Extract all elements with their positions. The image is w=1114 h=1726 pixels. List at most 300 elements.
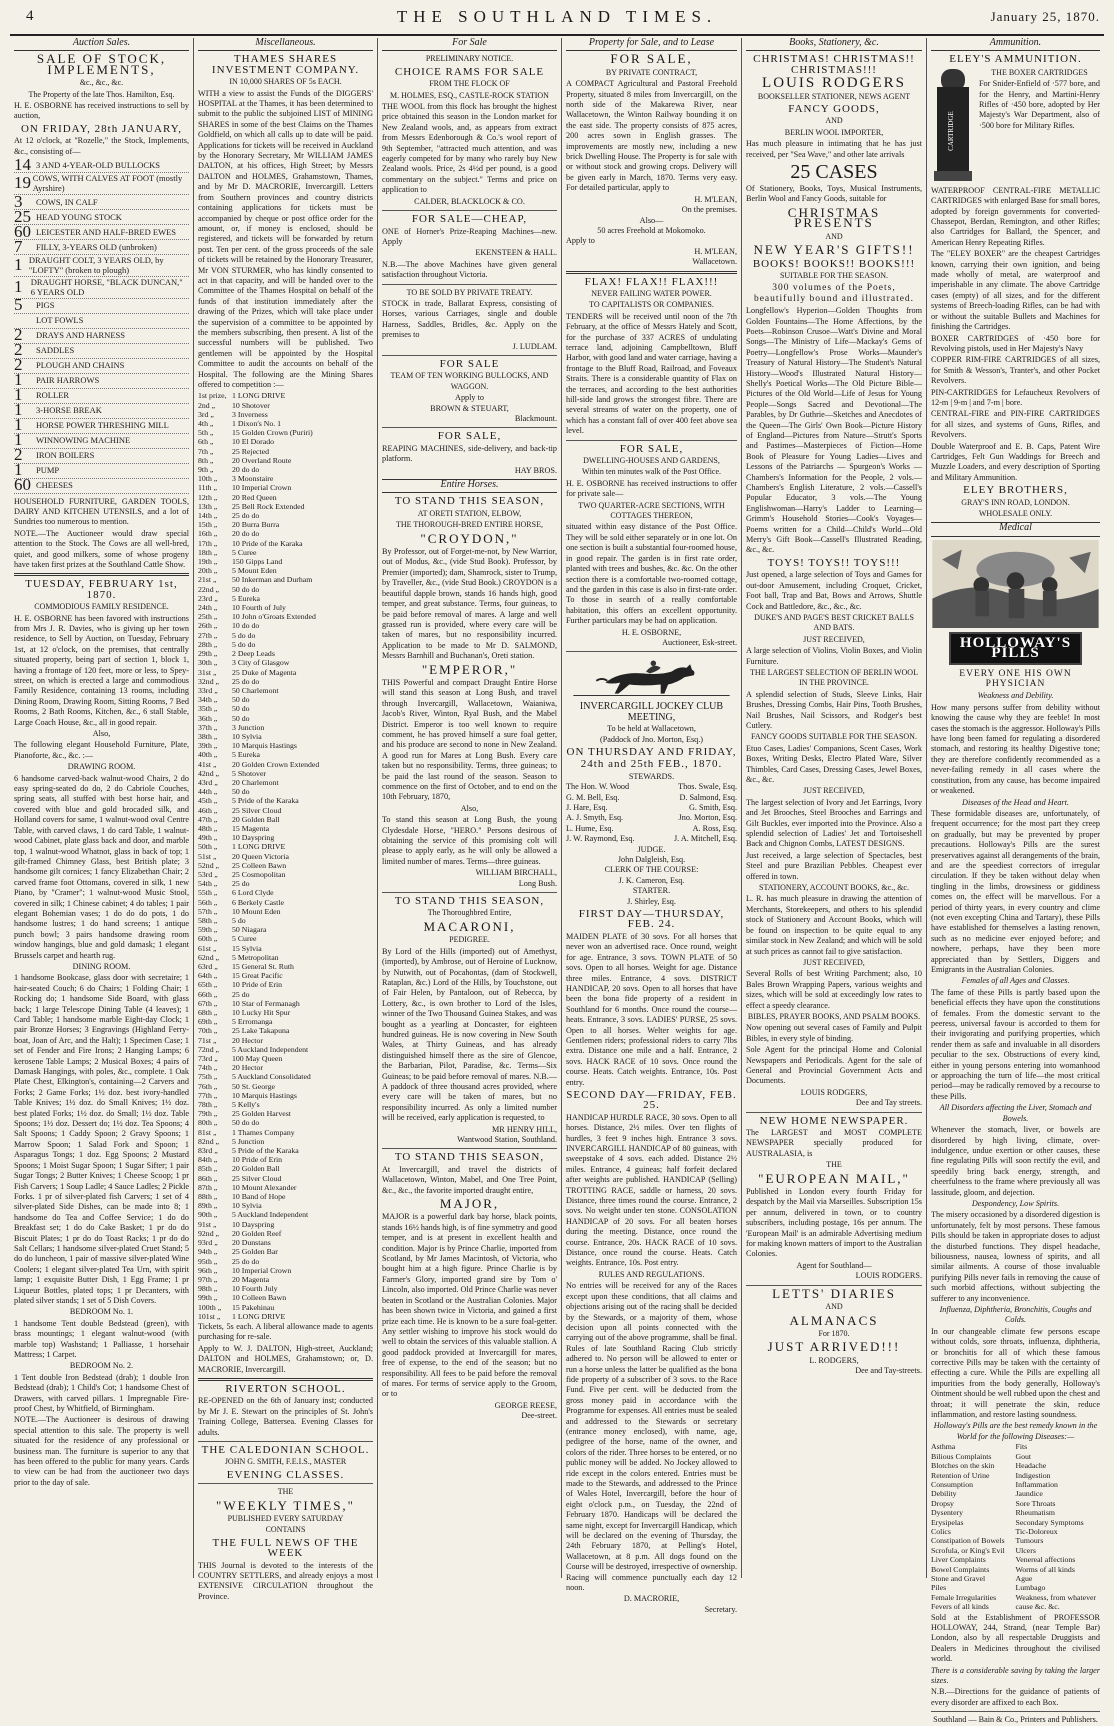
prize-row <box>198 1201 373 1210</box>
and-label-2: AND <box>825 231 843 241</box>
european-mail: "EUROPEAN MAIL," <box>758 1170 910 1186</box>
prize-shares: 10 do do <box>232 621 260 631</box>
prize-rank: 39th „ <box>198 741 218 751</box>
prize-shares: 5 Kelly's <box>232 1100 260 1110</box>
prize-rank: 40th „ <box>198 750 218 760</box>
females-body: The fame of these Pills is partly based upon the beneficial effects they have upon the constitutions of females. From the domestic servant to the peeress, universal favour is accorded to them for their invigorating and purifying properties, which render them as safe and invaluable in all disorders peculiar to the sex. Obstructions of every kind, either in young persons entering into womanhood or approaching the turn of life—the most critical period—may be radically removed by a recourse to these Pills. <box>931 987 1100 1101</box>
team-body: TEAM OF TEN WORKING BULLOCKS, AND WAGGON. <box>390 371 549 391</box>
central-fire: WATERPROOF CENTRAL-FIRE METALLIC CARTRIDGES with enlarged Base for small bores, adopted by foreign governments for converted-Chassepot, Berdan, Remington, and other Rifles; also Cartridges for Ballard, the Spencer, and American Henry Repeating Rifles. <box>931 185 1100 247</box>
prize-rank: 64th „ <box>198 971 218 981</box>
rules-heading: RULES AND REGULATIONS. <box>598 1269 705 1279</box>
emperor-also: Also, <box>460 803 479 813</box>
prize-row <box>198 907 373 916</box>
liver-body: Whenever the stomach, liver, or bowels are disordered by high living, climate, over-indulgence, undue exertion or other causes, these fine regulating Pills will soon rectify the evil, and speedily bring back energy, strength, and cheerfulness to the frame where previously all was lassitude, gloom, and dejection. <box>931 1125 1100 1197</box>
prize-row <box>198 483 373 492</box>
auctioneer-note-2: NOTE.—The Auctioneer is desirous of drawing special attention to this sale. The property is well situated for the residence of any professional or business man. The furniture is superior to any that has been offered to the public for many years. Cards to view can be had from the auctioneer two days prior to the day of sale. <box>14 1415 189 1487</box>
prize-row <box>198 447 373 456</box>
prize-shares: 10 Marquis Hastings <box>232 1090 297 1100</box>
auctioneer-note: NOTE.—The Auctioneer would draw special attention to the Stock. The Cows are all well-bred, quiet, and good milkers, some of whose progeny have taken first prizes at the Southland Cattle Show. <box>14 528 189 569</box>
property-of: The Property of the late Thos. Hamilton, Esq. <box>28 89 175 99</box>
prize-shares: 50 do <box>232 713 250 723</box>
newspaper-the: THE <box>826 1160 842 1170</box>
column-books <box>741 38 926 1578</box>
lot-quantity: 1 <box>14 370 23 390</box>
rams-title: CHOICE RAMS FOR SALE <box>394 65 545 78</box>
prize-shares: 5 Metropolitan <box>232 952 279 962</box>
prize-rank: 44th „ <box>198 787 218 797</box>
prize-shares: 10 Band of Hope <box>232 1192 286 1202</box>
prize-shares: 10 Pride of Erin <box>232 1155 283 1165</box>
prize-rank: 34th „ <box>198 695 218 705</box>
croydon-place: AT ORETI STATION, ELBOW, <box>417 508 522 518</box>
cheap-agent: EKENSTEEN & HALL. <box>475 248 557 258</box>
prize-row <box>198 594 373 603</box>
prize-shares: 5 Eureka <box>232 750 260 760</box>
prize-rank: 75th „ <box>198 1072 218 1082</box>
column-heading: Auction Sales. <box>14 38 189 51</box>
caledonian-title: THE CALEDONIAN SCHOOL. <box>201 1443 370 1456</box>
prize-shares: 20 Golden Reef <box>232 1228 282 1238</box>
macaroni-place: Wantwood Station, Southland. <box>457 1135 557 1144</box>
hero-agent: WILLIAM BIRCHALL, <box>475 868 557 878</box>
column-for-sale <box>377 38 561 1578</box>
letts-and: AND <box>825 1302 843 1312</box>
prize-row <box>198 1054 373 1063</box>
prize-row <box>198 695 373 704</box>
steward-name: The Hon. W. Wood <box>566 782 630 792</box>
head-heart-body: These formidable diseases are, unfortunately, of frequent occurrence; for the most part they creep on gradually, but may be prevented by proper precautions. Holloway's Pills are the surest preservatives against all derangements of the brain, and are the speediest correctors of irregular circulation. If they be taken without delay when tingling in the limbs, drowsiness or giddiness comes on, the effect will be marvellous. For a period of thirty years, in every country and clime (not even excepting China and Tartary), these Pills have established for themselves a lasting renown, such as no medicine ever enjoyed before; and nowhere, perhaps, have they been more appreciated than by Settlers, Diggers and Emigrants in the Australian Colonies. <box>931 808 1100 974</box>
steward-name: J. W. Raymond, Esq. <box>566 834 635 844</box>
prize-rank: 68th „ <box>198 1008 218 1018</box>
prize-shares: 5 Auckland Consolidated <box>232 1072 311 1082</box>
prize-shares: 10 Colleen Bawn <box>232 1293 287 1303</box>
prize-shares: 1 LONG DRIVE <box>232 391 286 401</box>
team-title: FOR SALE <box>439 357 500 370</box>
prize-rank: 28th „ <box>198 639 218 649</box>
jockey-club-dates-2: 24th and 25th FEB., 1870. <box>580 758 723 771</box>
prize-shares: 5 Mount Eden <box>232 566 277 576</box>
prize-rank: 29th „ <box>198 649 218 659</box>
despondency-heading: Despondency, Low Spirits. <box>971 1198 1060 1208</box>
jockey-club-dates: ON THURSDAY AND FRIDAY, <box>566 745 737 758</box>
sold-at: Sold at the Establishment of PROFESSOR HOLLOWAY, 244, Strand, (near Temple Bar) London, also by all respectable Druggists and Dealers in Medicines throughout the civilised world. <box>931 1612 1100 1664</box>
prize-rank: 35th „ <box>198 704 218 714</box>
prize-rank: 61st „ <box>198 943 217 953</box>
prize-shares: 25 Rejected <box>232 446 270 456</box>
prize-shares: 10 John o'Groats Extended <box>232 612 316 622</box>
lot-row <box>14 460 189 480</box>
weekly-title: "WEEKLY TIMES," <box>216 1497 355 1513</box>
steward-row <box>566 834 737 844</box>
lot-description: PLOUGH AND CHAINS <box>36 360 125 371</box>
prize-rank: 48th „ <box>198 823 218 833</box>
prize-rank: 9th „ <box>198 465 214 475</box>
dwelling-place: Auctioneer, Esk-street. <box>662 637 737 647</box>
prize-row <box>198 677 373 686</box>
prize-shares: 25 Cosmopolitan <box>232 869 286 879</box>
steward-name: Thos. Swale, Esq. <box>678 782 737 792</box>
prize-rank: 4th „ <box>198 419 214 429</box>
prize-shares: 5 Curee <box>232 547 257 557</box>
lot-row <box>14 277 189 299</box>
rodgers-signature-2: L. RODGERS, <box>809 1355 859 1365</box>
prize-row <box>198 1183 373 1192</box>
diseases-table <box>931 1442 1100 1611</box>
eley-boxer: The "ELEY BOXER" are the cheapest Cartridges known, carrying their own ignition, and being made wholly of metal, are waterproof and imperishable in any climate. The above Cartridge cases (empty) of all sizes, and for the different systems of Breech-loading Rifles, can be had with or without the suitable Bullets and Machines for finishing the Cartridges. <box>931 249 1100 332</box>
prize-rank: 6th „ <box>198 437 214 447</box>
lot-row <box>14 370 189 390</box>
weekly-news: THE FULL NEWS OF THE WEEK <box>212 1536 359 1560</box>
prize-row <box>198 806 373 815</box>
prize-row <box>198 953 373 962</box>
prize-row <box>198 502 373 511</box>
caledonian-classes: EVENING CLASSES. <box>226 1468 345 1481</box>
central-pin-fire: CENTRAL-FIRE and PIN-FIRE CARTRIDGES for all sizes, and systems of Guns, Rifles, and Revolvers. <box>931 409 1100 440</box>
prize-rank: 8th „ <box>198 455 214 465</box>
prize-rank: 82nd „ <box>198 1136 220 1146</box>
lot-row <box>14 445 189 465</box>
prize-shares: 20 Overland Route <box>232 455 292 465</box>
prize-rank: 24th „ <box>198 603 218 613</box>
private-title: TO BE SOLD BY PRIVATE TREATY. <box>406 287 533 297</box>
starter-name: J. Shirley, Esq. <box>627 896 676 906</box>
column-auction-sales <box>10 38 193 1578</box>
lot-list <box>14 154 189 495</box>
prize-shares: 15 Pakehinau <box>232 1302 275 1312</box>
prize-shares: 5 Auckland Independent <box>232 1210 309 1220</box>
racehorse-engraving <box>566 655 737 701</box>
dwelling-sections: TWO QUARTER-ACRE SECTIONS, WITH COTTAGES THEREON, <box>578 500 725 521</box>
diseases-left <box>931 1442 1016 1611</box>
prize-row <box>198 852 373 861</box>
emperor-name: "EMPEROR," <box>421 661 518 677</box>
steward-row <box>566 793 737 803</box>
prize-shares: 25 Lake Takapuna <box>232 1026 290 1036</box>
prize-rank: 92nd „ <box>198 1228 220 1238</box>
weakness-body: How many persons suffer from debility without knowing the cause why they are feeble! In most cases the stomach is the aggressor. Holloway's Pills have long been famed for regulating a disordered stomach, and restoring its healthy Digestive tone; they are therefore confidently recommended as a never-failing remedy in all cases where the constitution, from any cause, has become impaired or weakened. <box>931 702 1100 796</box>
major-intro: At Invercargill, and travel the districts of Wallacetown, Winton, Mabel, and One Tree Point, &c., &c., the favorite imported draught entire, <box>382 1164 557 1195</box>
prize-rank: 1st prize, <box>198 391 227 401</box>
croydon-title: TO STAND THIS SEASON, <box>394 495 545 508</box>
prize-shares: 25 do <box>232 989 250 999</box>
lot-description: LEICESTER AND HALF-BRED EWES <box>36 226 177 237</box>
despondency-body: The misery occasioned by a disordered digestion is unfortunately, felt by most persons. These famous Pills should be taken in appropriate doses to adjust the disturbed functions. They dispel headache, biliousness, nausea, lowness of spirits, and all similar ailments. A course of those invaluable purifying Pills never fails in removing the cause of such morbid affections, without subjecting the sufferer to any inconvenience. <box>931 1210 1100 1303</box>
judge-name: John Dalgleish, Esq. <box>617 855 686 865</box>
prize-row <box>198 1063 373 1072</box>
clerk-label: CLERK OF THE COURSE: <box>604 865 699 875</box>
property-also-body: 50 acres Freehold at Mokomoko. <box>597 225 706 235</box>
prize-shares: 50 do do <box>232 1118 260 1128</box>
prize-rank: 81st „ <box>198 1127 217 1137</box>
prize-row <box>198 548 373 557</box>
steward-name: A. J. Smyth, Esq. <box>566 813 624 823</box>
newspaper-agent: Agent for Southland— <box>796 1260 872 1270</box>
prize-row <box>198 750 373 759</box>
prize-rank: 36th „ <box>198 713 218 723</box>
prize-row <box>198 401 373 410</box>
prize-row <box>198 585 373 594</box>
pin-cartridges: PIN-CARTRIDGES for Lefaucheux Revolvers of 12-m | 9-m | and 7-m | bore. <box>931 387 1100 407</box>
disease-item: Fevers of all kinds <box>931 1602 989 1612</box>
prize-shares: 25 Duke of Magenta <box>232 667 297 677</box>
prize-row <box>198 612 373 621</box>
divider <box>566 271 737 274</box>
lot-row <box>14 154 189 174</box>
lot-description: IRON BOILERS <box>36 450 95 461</box>
prize-rank: 80th „ <box>198 1118 218 1128</box>
lot-description: ROLLER <box>36 390 70 401</box>
disease-item: Sore Throats <box>1015 1498 1056 1508</box>
prize-rank: 16th „ <box>198 529 218 539</box>
disease-item: Consumption <box>931 1479 974 1489</box>
disease-item: Constipation of Bowels <box>931 1536 1005 1546</box>
lot-description: PAIR HARROWS <box>36 375 100 386</box>
prize-shares: 3 City of Glasgow <box>232 658 290 668</box>
prize-shares: 20 Queen Victoria <box>232 851 289 861</box>
prize-row <box>198 778 373 787</box>
lot-quantity: 1 <box>14 430 23 450</box>
prize-shares: 1 Thames Company <box>232 1127 295 1137</box>
emperor-body: THIS Powerful and compact Draught Entire Horse will stand this season at Long Bush, and travel through Invercargill, Wallacetown, Waianiwa, Jacob's River, Winton, Ryal Bush, and the Mabel District. Emperor is too well known to require comment, he has proved himself a sure foal getter, and his produce are second to none in New Zealand. A good run for Mares at Long Bush. Every care taken but no responsibility. Terms, three guineas; to be paid the last round of the season. Season to commence on the first of October, and to end on the 10th February, 1870, <box>382 677 557 802</box>
prize-shares: 1 LONG DRIVE <box>232 1311 286 1321</box>
medical-heading: Medical <box>931 522 1100 536</box>
sale-subtitle: &c., &c., &c. <box>79 78 124 88</box>
prize-rank: 62nd „ <box>198 952 220 962</box>
prize-shares: 25 do do <box>232 676 260 686</box>
prize-rank: 51st „ <box>198 851 217 861</box>
prize-row <box>198 888 373 897</box>
divider <box>198 1483 373 1484</box>
prize-shares: 25 Golden Harvest <box>232 1109 291 1119</box>
prize-row <box>198 1100 373 1109</box>
steward-name: A. Ross, Esq. <box>692 823 737 833</box>
lot-description: CHEESES <box>36 480 73 491</box>
prize-shares: 50 St. George <box>232 1081 275 1091</box>
prize-row <box>198 1293 373 1302</box>
drawing-room-items: 6 handsome carved-back walnut-wood Chairs, 2 do easy spring-seated do do, 2 do Cabriole Couches, spring seats, all stuffed with best horse hair, and covered with blue and gold brocaded silk, and Holland covers for same, 1 walnut-wood oval Centre Table, with carved claws, 1 do card Table, 1 walnut-wood Cabinet, plate glass back and door, and marble top, 1 walnut-wood Whatnot, glass in back of top; 1 gilt-framed Chimney Glass, best British plate; 3 handsome gilt cornices; 1 fancy Elizabethan Chair; 2 carved frame foot Ottomans, covered in silk, 1 new Piano, by "Cramer"; 1 walnut-wood Music Stool, covered in silk; 1 Chinese cabinet; 4 do tables; 1 pair elegant Bohemian vases; 1 do do do pots, 1 do handsome lustres; 1 do hand screens; 1 antique punch bowl; 3 pairs handsome drawing room window hangings, blue and gold damask; 1 elegant Brussels carpet and hearth rug. <box>14 773 189 960</box>
directions-note: N.B.—Directions for the guidance of patients of every disorder are affixed to each Box. <box>931 1687 1100 1707</box>
prize-rank: 97th „ <box>198 1274 218 1284</box>
prize-rank: 43rd „ <box>198 777 218 787</box>
apply-note: Apply to W. J. DALTON, High-street, Auckland; DALTON and HOLMES, Grahamstown; or, D. MACRORIE, Invercargill. <box>198 1343 373 1374</box>
prize-shares: 10 Imperial Crown <box>232 1265 292 1275</box>
prize-row <box>198 796 373 805</box>
lot-description: 3-HORSE BREAK <box>36 405 102 416</box>
lot-quantity: 1 <box>14 385 23 405</box>
prize-shares: 5 Auckland Independent <box>232 1044 309 1054</box>
prize-rank: 57th „ <box>198 906 218 916</box>
prize-rank: 10th „ <box>198 474 218 484</box>
weakness-heading: Weakness and Debility. <box>977 691 1054 701</box>
prize-shares: 15 General St. Ruth <box>232 962 294 971</box>
rodgers-intro: Has much pleasure in intimating that he has just received, per "Sea Wave," and other late arrivals <box>746 139 922 159</box>
weekly-sub: PUBLISHED EVERY SATURDAY <box>227 1514 344 1524</box>
prize-row <box>198 1174 373 1183</box>
tenders-body: TENDERS will be received until noon of the 7th February, at the office of Messrs Hately and Scott, for the purchase of 337 ACRES of undulating terrace land, adjoining Campbelltown, Bluff Harbor, with good land and water carriage, having a frontage to the Bluff Road, Railroad, and Foveaux Straits. There is a considerable quantity of Flax on the terraces, and according to the best authorities hill-side land grows the strongest fibre. There are several streams of water on the property, one of which has a constant fall of over 400 feet above sea level. <box>566 311 737 436</box>
day1-body: MAIDEN PLATE of 30 sovs. For all horses that never won an advertised race. Once round, weight for age. Entrance, 3 sovs. TOWN PLATE of 50 sovs. Open to all horses. Weight for age. Distance three miles. Entrance, 4 sovs. DISTRICT HANDICAP, 20 sovs. Open to all horses that have been the bona fide property of a resident in Southland for 6 months. Once round the course—heats. Entrance, 3 sovs. LADIES' PURSE, 25 sovs. Open to all horses. Welter weights for age. Gentlemen riders; professional riders to carry 7lbs extra. Distance one mile and a half. Entrance, 2 sovs. HACK RACE of 10 sovs. Once round the course. Heats. Catch weights. Entrance, 10s. Post entry. <box>566 931 737 1087</box>
lot-row <box>14 400 189 420</box>
divider <box>566 651 737 652</box>
studs: A splendid selection of Studs, Sleeve Links, Hair Brushes, Dressing Combs, Hair Pins, Tooth Brushes, Nail Brushes, Nail Scissors, and Rodger's best Cutlery. <box>746 689 922 730</box>
prize-rank: 53rd „ <box>198 869 218 879</box>
remedy-heading: Holloway's Pills are the best remedy known in the World for the following Diseases:— <box>933 1421 1098 1441</box>
prize-rank: 31st „ <box>198 667 217 677</box>
prize-shares: 20 Charlemont <box>232 777 279 787</box>
croydon-name: "CROYDON," <box>420 530 519 546</box>
prize-row <box>198 760 373 769</box>
prize-rank: 73rd „ <box>198 1054 218 1064</box>
prize-row <box>198 962 373 971</box>
divider <box>382 1148 557 1149</box>
team-apply: Apply to <box>455 393 484 403</box>
major-title: TO STAND THIS SEASON, <box>394 1151 545 1164</box>
prize-rank: 38th „ <box>198 731 218 741</box>
prize-rank: 25th „ <box>198 612 218 622</box>
prize-shares: 50 Niagara <box>232 925 267 935</box>
caledonian-master: JOHN G. SMITH, F.E.I.S., MASTER <box>224 1457 347 1467</box>
prize-row <box>198 1146 373 1155</box>
prize-row <box>198 566 373 575</box>
steward-name: J. Hare, Esq. <box>566 803 608 812</box>
prize-rank: 37th „ <box>198 722 218 732</box>
prize-row <box>198 1017 373 1026</box>
lot-description: DRAYS AND HARNESS <box>36 330 125 341</box>
prize-rank: 94th „ <box>198 1247 218 1257</box>
disease-item: Worms of all kinds <box>1015 1564 1075 1574</box>
prize-rank: 11th „ <box>198 483 217 493</box>
and-label: AND <box>825 116 843 126</box>
dwelling-sub: DWELLING-HOUSES AND GARDENS, <box>583 456 720 466</box>
prize-rank: 46th „ <box>198 805 218 815</box>
prize-row <box>198 870 373 879</box>
prize-row <box>198 714 373 723</box>
prize-row <box>198 668 373 677</box>
day1-heading: FIRST DAY—THURSDAY, FEB. 24. <box>578 908 725 931</box>
prize-shares: 10 El Dorado <box>232 437 275 447</box>
prize-rank: 71st „ <box>198 1035 217 1045</box>
prize-row <box>198 1257 373 1266</box>
lot-quantity: 2 <box>14 340 23 360</box>
prize-row <box>198 980 373 989</box>
prize-rank: 49th „ <box>198 833 218 843</box>
cheap-nb: N.B.—The above Machines have given general satisfaction throughout Victoria. <box>382 259 557 280</box>
rodgers-role: BOOKSELLER STATIONER, NEWS AGENT <box>757 91 911 101</box>
berlin-wool: BERLIN WOOL IMPORTER, <box>784 127 884 137</box>
sale2-body: H. E. OSBORNE has been favored with instructions from Mrs J. R. Davies, who is giving up her town residence, to Sell by Auction, on Tuesday, February 1st, at 12 o'clock, on the premises, that centrally situated property, being part of section 1, block 1, having a frontage of 120 feet, more or less, to Spey-street, on which is erected a large and commodious Family Residence, containing 13 rooms, including Dining Room, Drawing Room, Sitting Rooms, 7 Bed Rooms, 2 Bath Rooms, Kitchen, &c., 6 stall Stable, Large Coach House, &c., all in good repair. <box>14 613 189 727</box>
prize-row <box>198 824 373 833</box>
lot-row <box>14 295 189 315</box>
for-1870: For 1870. <box>818 1328 850 1338</box>
disease-item: Indigestion <box>1015 1470 1051 1480</box>
prize-rank: 19th „ <box>198 557 218 567</box>
cartridge-label: CARTRIDGE <box>947 110 955 151</box>
prize-row <box>198 861 373 870</box>
prize-rank: 56th „ <box>198 897 218 907</box>
head-heart-heading: Diseases of the Head and Heart. <box>962 797 1069 807</box>
lot-quantity: 1 <box>14 460 23 480</box>
european-mail-body: Published in London every fourth Friday for despatch by the Mail via Marseilles. Subscription 15s per annum, delivered in town, or to country subscribers, including postage, 16s per annum. The 'European Mail' is an admirable Advertising medium for making known matters of import to the Australian Colonies. <box>746 1187 922 1259</box>
disease-item: Ague <box>1015 1573 1033 1583</box>
divider <box>198 1378 373 1381</box>
lot-row <box>14 191 189 211</box>
lot-row <box>14 325 189 345</box>
prize-rank: 41st „ <box>198 759 217 769</box>
boxer-cartridges-caption: THE BOXER CARTRIDGES <box>991 67 1088 77</box>
prize-row <box>198 1109 373 1118</box>
prize-shares: 50 do <box>232 695 250 705</box>
prize-rank: 42nd „ <box>198 768 220 778</box>
prize-shares: 1 Dixon's No. 1 <box>232 419 282 429</box>
parchment-body: Several Rolls of best Writing Parchment; also, 10 Bales Brown Wrapping Papers, various weights and sizes, which will be sold at exceedingly low rates to effect a speedy clearance. <box>746 969 922 1010</box>
prize-row <box>198 493 373 502</box>
prize-shares: 15 Great Pacific <box>232 971 283 981</box>
divider <box>382 355 557 356</box>
prize-row <box>198 686 373 695</box>
divider <box>382 284 557 285</box>
prize-shares: 20 Dunstans <box>232 1238 271 1248</box>
prize-row <box>198 520 373 529</box>
lot-quantity: 1 <box>14 276 23 296</box>
prize-rank: 32nd „ <box>198 676 220 686</box>
prize-shares: 10 Sylvia <box>232 731 262 741</box>
sale-place: At 12 o'clock, at "Rozelle," the Stock, Implements, &c., consisting of— <box>14 136 189 156</box>
prize-row <box>198 944 373 953</box>
prize-rank: 98th „ <box>198 1284 218 1294</box>
prize-row <box>198 474 373 483</box>
prize-row <box>198 769 373 778</box>
prize-row <box>198 649 373 658</box>
prize-rank: 50th „ <box>198 842 218 852</box>
property-place-2: Wallacetown. <box>692 257 737 267</box>
reaping-body: REAPING MACHINES, side-delivery, and back-tip platform. <box>382 443 557 464</box>
prize-rank: 12th „ <box>198 492 218 502</box>
bibles-body: Now opening out several cases of Family and Pulpit Bibles, in every style of binding. <box>746 1023 922 1043</box>
disease-item: Weakness, from whatever cause &c. &c. <box>1015 1592 1097 1612</box>
prize-shares: 5 Pride of the Karaka <box>232 1146 299 1156</box>
disease-item: Headache <box>1015 1461 1047 1471</box>
lot-row <box>14 206 189 226</box>
weekly-body: THIS Journal is devoted to the interests of the COUNTRY SETTLERS, and already enjoys a most EXTENSIVE CIRCULATION throughout the Province. <box>198 1560 373 1601</box>
macaroni-body: By Lord of the Hills (imported) out of Amethyst, (imported), by Ambrose, out of Heroine of Lucknow, by Nutwith, out of Pocahontas, (dam of Stockwell, Rataplan, &c.) Lord of the Hills, by Touchstone, out of Fair Helen, by Pantaloon, out of Rebecca, by Lottery, &c., is own brother to Lord of the Isles, winner of the Two Thousand Guinea Stakes, and was bought as a yearling at Doncaster, for eighteen hundred guineas. He is now covering in New South Wales, at Thirty Guineas, and has already distinguished himself there as the sire of Glencoe, the Barbarian, Pilot, Paradise, &c. Terms—Six Guineas; to be paid before removal of mares. N.B.—A paddock of three thousand acres provided, where every care will be taken of mares, but no responsibility incurred. As only a limited number will be received, early application is requested, to <box>382 946 557 1123</box>
disease-item: Ulcers <box>1015 1545 1036 1555</box>
prize-row <box>198 391 373 400</box>
disease-item: Tic-Doloreux <box>1015 1526 1058 1536</box>
diseases-right <box>1016 1442 1101 1611</box>
prize-row <box>198 640 373 649</box>
prize-row <box>198 410 373 419</box>
lot-description: COWS, IN CALF <box>36 196 98 207</box>
prize-row <box>198 971 373 980</box>
prize-rank: 72nd „ <box>198 1044 220 1054</box>
prize-shares: 10 Imperial Crown <box>232 483 292 493</box>
major-name: MAJOR, <box>439 1196 500 1212</box>
ivory-body: The largest selection of Ivory and Jet Earrings, Ivory and Jet Brooches, Steel Brooches and Earrings and Gilt Buckles, ever imported into the Province. Also a splendid selection of Ladies' Jet and Tortoiseshell Back and Chignon Combs, LATEST DESIGNS. <box>746 797 922 849</box>
prize-row <box>198 658 373 667</box>
influenza-body: In our changeable climate few persons escape without colds, sore throats, influenza, diphtheria, or bronchitis for all of which these famous corrective Pills may be taken with the certainty of effecting a cure. While the Pills are expelling all impurities from the body generally, Holloway's Ointment should be well rubbed upon the chest and throat; it will penetrate the skin, reduce inflammation, and restore lasting soundness. <box>931 1326 1100 1420</box>
team-place: Blackmount. <box>514 414 557 423</box>
prize-shares: 15 Sylvia <box>232 943 262 953</box>
bedroom2-items: 1 Tent double Iron Bedstead (drab); 1 double Iron Bedstead (drab); 1 Child's Cot; 1 handsome Chest of Drawers, with carved pillars. 1 Impregnable Fire-proof Chest, by Whitfield, of Birmingham. <box>14 1372 189 1414</box>
prize-rank: 45th „ <box>198 796 218 806</box>
prize-rank: 60th „ <box>198 934 218 944</box>
prize-shares: 5 do do <box>232 630 256 640</box>
prize-rank: 83rd „ <box>198 1146 218 1156</box>
stationery-body: L. R. has much pleasure in drawing the attention of Merchants, Storekeepers, and others to his splendid stock of Stationery and Account Books, which will be found on inspection to be quite equal to any similar stock in New Zealand; and which will be sold at such prices as cannot fail to give satisfaction. <box>746 894 922 956</box>
letts-diaries: LETTS' DIARIES <box>772 1285 896 1301</box>
also-label: Also, <box>92 729 111 739</box>
suitable-season: SUITABLE FOR THE SEASON. <box>779 270 889 280</box>
property-sub: BY PRIVATE CONTRACT, <box>605 67 698 77</box>
